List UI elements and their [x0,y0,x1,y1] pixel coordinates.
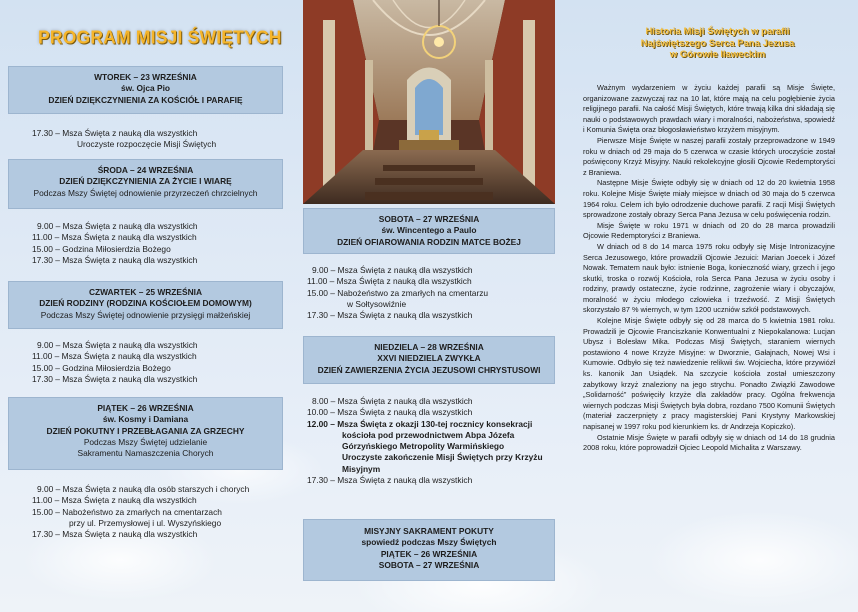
history-paragraph: Misje Święte w roku 1971 w dniach od 20 do 28 marca prowadzili Ojcowie Redemptoryści z Braniewa. [583,220,835,241]
schedule-line: 15.00 – Godzina Miłosierdzia Bożego [32,362,171,373]
history-title [605,26,830,61]
schedule-line: 17.30 – Msza Święta z nauką dla wszystkich [32,128,198,138]
day-note: Podczas Mszy Świętej odnowienie przyrzeczeń chrzcielnych [33,187,258,198]
day-note: Podczas Mszy Świętej odnowienie przysięgi małżeńskiej [40,309,251,320]
patron-saint: św. Wincentego a Paulo [381,225,477,236]
schedule-line: 8.00 – Msza Święta z nauką dla wszystkich [312,396,473,406]
schedule-line: Górzyńskiego Metropolity Warmińskiego [342,441,505,452]
day-heading: CZWARTEK – 25 WRZEŚNIA [88,287,203,297]
patron-saint: św. Kosmy i Damiana [102,414,189,425]
history-title-line: w Górowie Iławeckim [669,49,766,60]
schedule-line: 9.00 – Msza Święta z nauką dla wszystkich [312,265,473,275]
schedule-line: 9.00 – Msza Święta z nauką dla wszystkich [37,340,198,350]
day-note: Sakramentu Namaszczenia Chorych [77,448,214,459]
history-paragraph: Kolejne Misje Święte odbyły się od 28 marca do 5 kwietnia 1981 roku. Prowadzili je Ojcowie Franciszkanie Konwentualni z Niepokalanowa: Lucjan Ubysz i Bolesław Mika. Podczas Misji Świętych, staraniem wiernych postawiono 4 nowe Krzyże Misyjne: w Dworznie, Gałajnach, Nowej Wsi i Kumowie. Odbyło się też nawiedzenie relikwii św. Wojciecha, które przywiózł ks. kanonik Jan Usiądek. Na szczycie kościoła został umieszczony zabytkowy krzyż znaleziony na jego strychu. Ponadto Związki Zawodowe „Solidarność” poświęciły krzyże dla zakładów pracy. Ogólna frekwencja wiernych podczas Misji Świętych była dobra, rozdano 7500 Komunii Świętych (materiał zaczerpnięty z pracy magisterskiej Pani Krystyny Markowskiej napisanej w 1997 roku pod kierunkiem ks. dr Andrzeja Kopiczko). [583,316,835,431]
thursday-schedule [32,340,198,385]
day-theme: DZIEŃ RODZINY (RODZINA KOŚCIOŁEM DOMOWYM) [39,298,252,309]
schedule-line: 15.00 – Godzina Miłosierdzia Bożego [32,243,171,254]
penance-box [303,519,555,581]
history-title-line: Najświętszego Serca Pana Jezusa [640,37,795,49]
schedule-line: 17.30 – Msza Święta z nauką dla wszystkich [32,254,198,265]
history-article [583,83,835,454]
day-theme: DZIEŃ ZAWIERZENIA ŻYCIA JEZUSOWI CHRYSTUSOWI [317,364,541,375]
sunday-box [303,336,555,384]
schedule-line: kościoła pod przewodnictwem Abpa Józefa [342,429,515,440]
sunday-schedule [307,396,543,486]
schedule-line: 12.00 – Msza Święta z okazji 130-tej rocznicy konsekracji [307,418,533,429]
day-heading: PIĄTEK – 26 WRZEŚNIA [97,403,194,413]
day-theme: DZIEŃ POKUTNY I PRZEBŁAGANIA ZA GRZECHY [46,425,245,436]
friday-box [8,397,283,470]
schedule-line: w Sołtysowiźnie [347,298,407,309]
schedule-line: 17.30 – Msza Święta z nauką dla wszystkich [307,310,473,321]
saturday-box [303,208,555,254]
church-interior-photo [303,0,555,204]
schedule-line: 11.00 – Msza Święta z nauką dla wszystkich [307,276,472,287]
schedule-line: Misyjnym [342,463,381,474]
friday-schedule [32,484,250,540]
day-heading: ŚRODA – 24 WRZEŚNIA [97,165,194,175]
schedule-line: 9.00 – Msza Święta z nauką dla wszystkich [37,221,198,231]
history-paragraph: W dniach od 8 do 14 marca 1975 roku odbyły się Misje Intronizacyjne Serca Jezusowego, które prowadzili Ojcowie Jezuici: Marian Joecek i Józef Nowak. Tematem nauk było: istnienie Boga, konieczność wiary, grzech i jego skutki, troska o rozwój Kościoła, rola Serca Pana Jezusa w życiu osoby i rodziny, prawdy ostateczne, życie rodzinne, zagrożenie wiary i obyczajów, moralność w życiu młodego człowieka i trzeźwość. Z Misji Świętych skorzystało 87 % wiernych, w tym 1200 uczniów szkół podstawowych. [583,241,835,315]
penance-heading: MISYJNY SAKRAMENT POKUTY [364,526,494,536]
day-heading: NIEDZIELA – 28 WRZEŚNIA [374,342,484,352]
history-paragraph: Następne Misje Święte odbyły się w dniach od 12 do 20 kwietnia 1958 roku. Kolejne Misje Święte miały miejsce w dniach od 30 maja do 5 czerwca 1964 roku. Celem ich było odrodzenie duchowe parafii. Z racji Misji Świętych sprowadzone zostały obrazy Serca Pana Jezusa w celu poświęcenia rodzin. [583,178,835,220]
day-theme: DZIEŃ OFIAROWANIA RODZIN MATCE BOŻEJ [337,236,521,247]
thursday-box [8,281,283,329]
day-heading: WTOREK – 23 WRZEŚNIA [94,72,197,82]
day-theme: DZIEŃ DZIĘKCZYNIENIA ZA KOŚCIÓŁ I PARAFIĘ [48,94,243,105]
penance-date: SOBOTA – 27 WRZEŚNIA [378,559,480,570]
schedule-line: 11.00 – Msza Święta z nauką dla wszystkich [32,351,197,362]
history-title-line: Historia Misji Świętych w parafii [645,26,790,37]
penance-date: PIĄTEK – 26 WRZEŚNIA [380,548,478,559]
wednesday-box [8,159,283,209]
tuesday-schedule [32,128,216,151]
schedule-line: przy ul. Przemysłowej i ul. Wyszyńskiego [69,517,222,528]
history-paragraph: Pierwsze Misje Święte w naszej parafii zostały przeprowadzone w 1949 roku w dniach od 29 maja do 5 czerwca w czasie których uroczyście został poświęcony Krzyż Misyjny. Nauki rekolekcyjne głosili Ojcowie Redemptoryści z Braniewa. [583,135,835,177]
schedule-line: 10.00 – Msza Święta z nauką dla wszystkich [307,407,473,418]
day-theme: DZIEŃ DZIĘKCZYNIENIA ZA ŻYCIE I WIARĘ [59,176,232,187]
schedule-line: 11.00 – Msza Święta z nauką dla wszystkich [32,232,197,243]
day-subtitle: XXVI NIEDZIELA ZWYKŁA [377,353,481,364]
schedule-line: 15.00 – Nabożeństwo za zmarłych na cmentarzu [307,287,489,298]
wednesday-schedule [32,221,198,266]
tuesday-box [8,66,283,114]
program-title: PROGRAM MISJI ŚWIĘTYCH [38,26,282,48]
patron-saint: św. Ojca Pio [120,83,171,94]
saturday-schedule [307,265,489,321]
day-note: Podczas Mszy Świętej udzielanie [83,436,208,447]
history-paragraph: Ważnym wydarzeniem w życiu każdej parafii są Misje Święte, organizowane zazwyczaj raz na 10 lat, które mają na celu pogłębienie życia religijnego parafii. Na całość Misji Świętych, które trwają kilka dni składają się nauki o podstawowych prawdach wiary i moralności, nabożeństwa, spowiedź i Komunia Święta oraz błogosławieństwo krzyżem misyjnym. [583,83,835,135]
penance-note: spowiedź podczas Mszy Świętych [361,537,497,548]
schedule-line: 15.00 – Nabożeństwo za zmarłych na cmentarzach [32,506,222,517]
history-paragraph: Ostatnie Misje Święte w parafii odbyły się w dniach od 14 do 18 grudnia 2008 roku, które poprowadził Ojciec Leopold Michalita z Warszawy. [583,432,835,453]
schedule-line: 17.30 – Msza Święta z nauką dla wszystkich [32,529,198,540]
schedule-line: 17.30 – Msza Święta z nauką dla wszystkich [307,475,473,486]
schedule-line: 11.00 – Msza Święta z nauką dla wszystkich [32,495,197,506]
schedule-line: 9.00 – Msza Święta z nauką dla osób starszych i chorych [37,484,250,494]
schedule-line: 17.30 – Msza Święta z nauką dla wszystkich [32,373,198,384]
schedule-line: Uroczyste zakończenie Misji Świętych przy Krzyżu [342,452,543,463]
day-heading: SOBOTA – 27 WRZEŚNIA [378,214,480,224]
schedule-line: Uroczyste rozpoczęcie Misji Świętych [77,139,217,150]
church-interior-illustration [303,0,555,204]
